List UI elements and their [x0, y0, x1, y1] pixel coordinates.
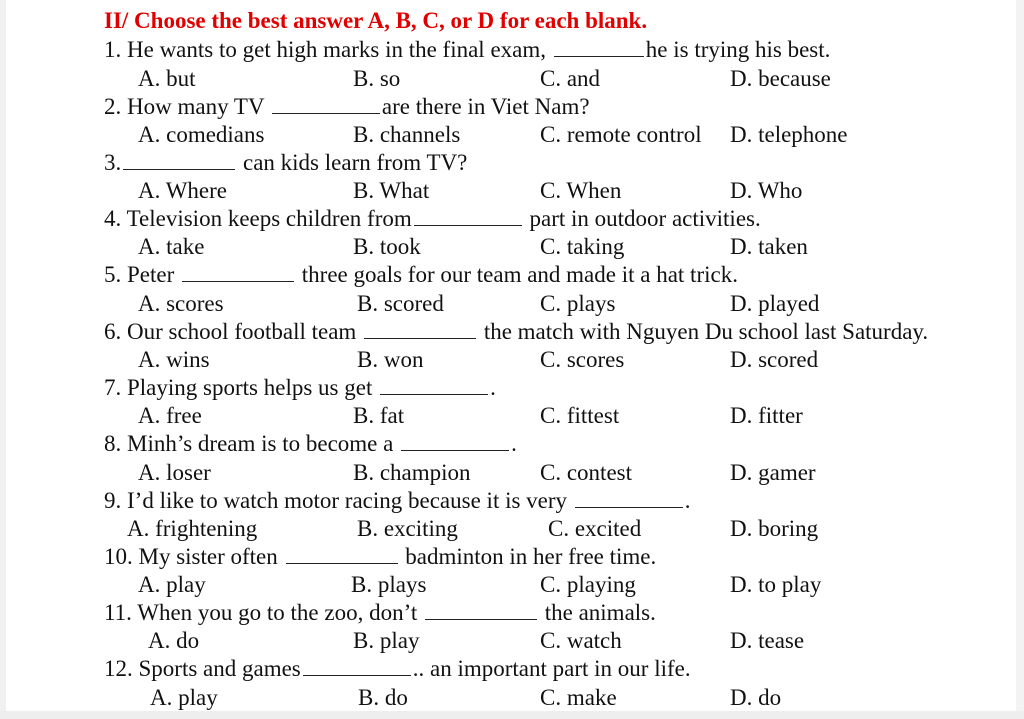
option-a: A. loser: [138, 460, 211, 485]
option-d: D. scored: [730, 347, 819, 372]
option-a: A. scores: [138, 291, 224, 316]
question-text-before-blank: 2. How many TV: [104, 94, 270, 119]
answer-blank: [401, 449, 509, 451]
question-2: [104, 93, 590, 121]
answer-blank: [272, 112, 380, 114]
question-12: [104, 655, 691, 683]
answer-blank: [575, 506, 683, 508]
option-b: B. champion: [353, 460, 471, 485]
page-edge-bottom: [0, 711, 1024, 719]
question-text-after-blank: he is trying his best.: [645, 37, 831, 62]
question-text-before-blank: 11. When you go to the zoo, don’t: [104, 600, 423, 625]
option-b: B. exciting: [357, 516, 458, 541]
option-c: C. fittest: [540, 403, 620, 428]
option-a: A. but: [138, 66, 196, 91]
option-d: D. played: [730, 291, 820, 316]
option-b: B. do: [358, 685, 408, 710]
option-c: C. make: [540, 685, 617, 710]
option-d: D. gamer: [730, 460, 816, 485]
option-c: C. plays: [540, 291, 616, 316]
answer-blank: [380, 393, 488, 395]
option-c: C. playing: [540, 572, 636, 597]
option-c: C. watch: [540, 628, 622, 653]
answer-blank: [303, 674, 411, 676]
question-text-before-blank: 8. Minh’s dream is to become a: [104, 431, 400, 456]
answer-blank: [364, 337, 476, 339]
question-text-after-blank: the match with Nguyen Du school last Saturday.: [478, 319, 929, 344]
question-11: [104, 599, 656, 627]
option-a: A. play: [150, 685, 218, 710]
question-1: [104, 36, 830, 64]
option-c: C. taking: [540, 234, 625, 259]
answer-blank: [554, 55, 644, 57]
option-a: A. free: [138, 403, 202, 428]
option-a: A. do: [148, 628, 200, 653]
option-d: D. to play: [730, 572, 822, 597]
option-b: B. so: [353, 66, 401, 91]
question-text-after-blank: part in outdoor activities.: [523, 206, 761, 231]
question-text-before-blank: 9. I’d like to watch motor racing because it is very: [104, 488, 573, 513]
question-text-after-blank: can kids learn from TV?: [237, 150, 468, 175]
question-5: [104, 261, 738, 289]
answer-blank: [414, 224, 522, 226]
option-b: B. plays: [351, 572, 427, 597]
answer-blank: [182, 280, 294, 282]
question-4: [104, 205, 761, 233]
option-d: D. because: [730, 66, 831, 91]
question-9: [104, 487, 691, 515]
option-d: D. taken: [730, 234, 808, 259]
question-8: [104, 430, 517, 458]
option-c: C. and: [540, 66, 601, 91]
answer-blank: [286, 562, 398, 564]
option-a: A. frightening: [127, 516, 258, 541]
question-text-before-blank: 5. Peter: [104, 262, 181, 287]
option-b: B. fat: [353, 403, 405, 428]
option-c: C. scores: [540, 347, 625, 372]
option-b: B. won: [357, 347, 424, 372]
question-text-before-blank: 12. Sports and games: [104, 656, 301, 681]
exercise-title: II/ Choose the best answer A, B, C, or D for each blank.: [104, 8, 648, 33]
answer-blank: [123, 168, 235, 170]
option-d: D. boring: [730, 516, 819, 541]
question-10: [104, 543, 656, 571]
option-b: B. What: [353, 178, 430, 203]
option-c: C. When: [540, 178, 622, 203]
option-d: D. Who: [730, 178, 803, 203]
option-b: B. channels: [353, 122, 461, 147]
option-b: B. took: [353, 234, 421, 259]
question-text-before-blank: 6. Our school football team: [104, 319, 363, 344]
option-a: A. play: [138, 572, 206, 597]
question-text-before-blank: 4. Television keeps children from: [104, 206, 412, 231]
question-text-after-blank: .: [511, 431, 517, 456]
question-text-after-blank: three goals for our team and made it a hat trick.: [296, 262, 738, 287]
question-text-before-blank: 1. He wants to get high marks in the final exam,: [104, 37, 552, 62]
question-text-after-blank: are there in Viet Nam?: [381, 94, 590, 119]
page-edge-left: [0, 0, 6, 719]
question-7: [104, 374, 496, 402]
question-6: [104, 318, 928, 346]
option-b: B. play: [353, 628, 420, 653]
page-edge-right: [1016, 0, 1024, 719]
option-c: C. contest: [540, 460, 632, 485]
option-a: A. wins: [138, 347, 210, 372]
option-a: A. comedians: [138, 122, 265, 147]
question-text-after-blank: .. an important part in our life.: [412, 656, 691, 681]
question-text-after-blank: the animals.: [538, 600, 656, 625]
option-a: A. Where: [138, 178, 227, 203]
question-text-before-blank: 10. My sister often: [104, 544, 284, 569]
question-text-after-blank: .: [684, 488, 691, 513]
option-a: A. take: [138, 234, 205, 259]
question-text-before-blank: 7. Playing sports helps us get: [104, 375, 379, 400]
option-d: D. do: [730, 685, 782, 710]
option-c: C. remote control: [540, 122, 702, 147]
answer-blank: [425, 618, 537, 620]
option-d: D. telephone: [730, 122, 848, 147]
question-text-after-blank: badminton in her free time.: [399, 544, 657, 569]
question-text-before-blank: 3.: [104, 150, 122, 175]
option-b: B. scored: [357, 291, 444, 316]
option-c: C. excited: [548, 516, 642, 541]
question-text-after-blank: .: [490, 375, 496, 400]
question-3: [104, 149, 467, 177]
option-d: D. fitter: [730, 403, 803, 428]
option-d: D. tease: [730, 628, 805, 653]
